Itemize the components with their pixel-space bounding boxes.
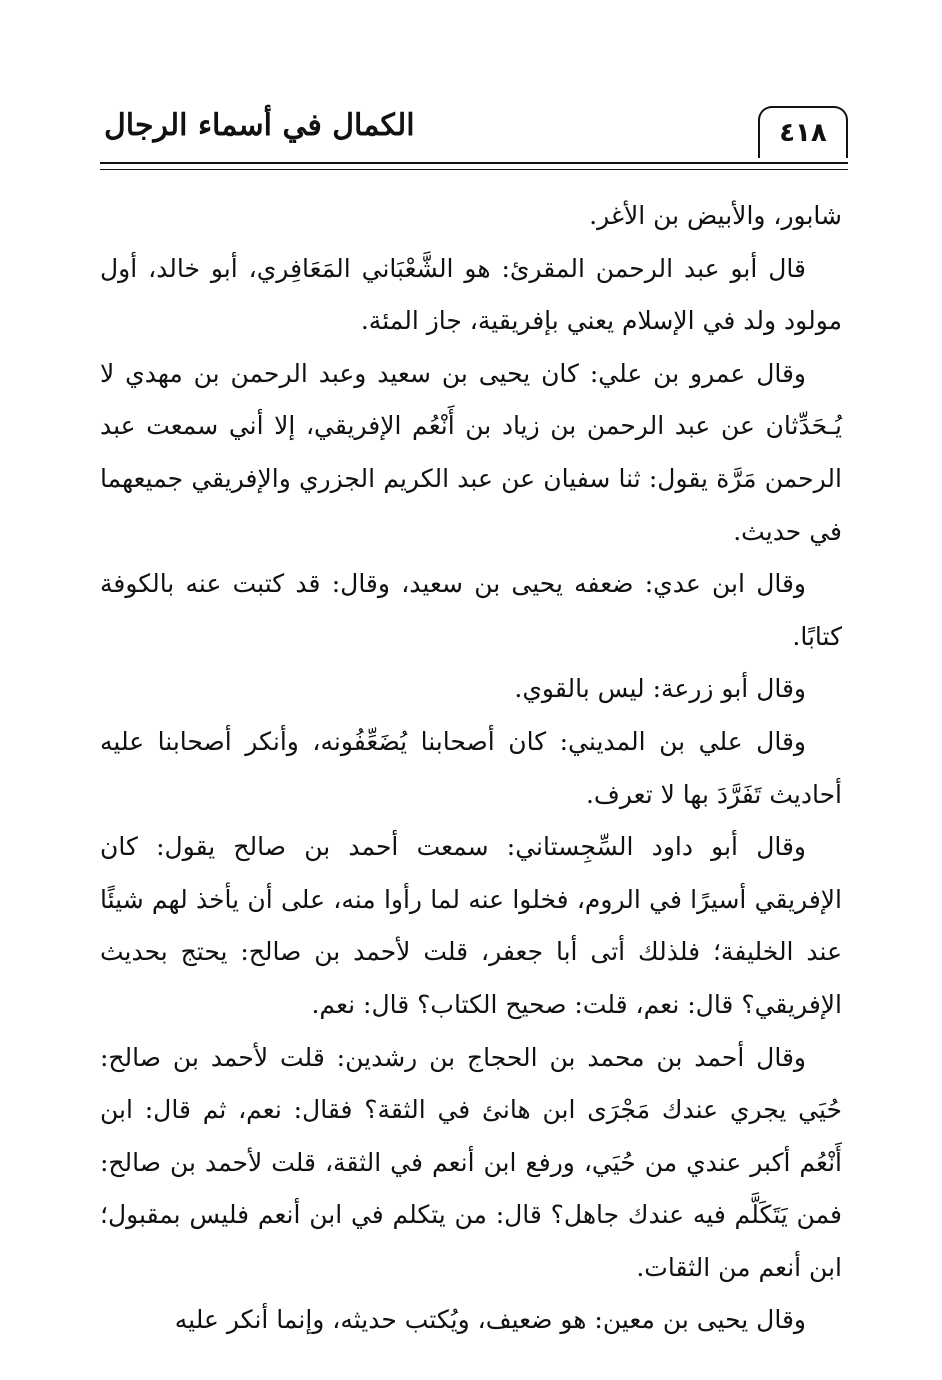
paragraph: وقال يحيى بن معين: هو ضعيف، ويُكتب حديثه، وإنما أنكر عليه: [174, 1305, 806, 1335]
page-number-box: [758, 106, 848, 158]
paragraph: قال أبو عبد الرحمن المقرئ: هو الشَّعْبَاني المَعَافِري، أبو خالد، أول مولود ولد في الإسلام يعني بإفريقية، جاز المئة.: [100, 253, 842, 336]
header-rule-thin: [100, 169, 848, 170]
paragraph: شابور، والأبيض بن الأغر.: [589, 201, 842, 230]
paragraph: وقال أبو زرعة: ليس بالقوي.: [514, 674, 806, 704]
book-title: الكمال في أسماء الرجال: [104, 108, 415, 143]
paragraph: وقال ابن عدي: ضعفه يحيى بن سعيد، وقال: قد كتبت عنه بالكوفة كتابًا.: [100, 569, 842, 651]
page-number: ٤١٨: [779, 118, 827, 148]
paragraph: وقال علي بن المديني: كان أصحابنا يُضَعِّفُونه، وأنكر أصحابنا عليه أحاديث تَفَرَّدَ بها لا تعرف.: [100, 726, 842, 809]
running-header: [100, 100, 848, 164]
body-text: [100, 190, 842, 1347]
paragraph: وقال عمرو بن علي: كان يحيى بن سعيد وعبد الرحمن بن مهدي لا يُـحَدِّثان عن عبد الرحمن بن زياد بن أَنْعُم الإفريقي، إلا أني سمعت عبد الرحمن مَرَّة يقول: ثنا سفيان عن عبد الكريم الجزري والإفريقي جميعهما في حديث.: [100, 358, 842, 546]
paragraph: وقال أحمد بن محمد بن الحجاج بن رشدين: قلت لأحمد بن صالح: حُيَي يجري عندك مَجْرَى ابن هانئ في الثقة؟ فقال: نعم، ثم قال: ابن أَنْعُم أكبر عندي من حُيَي، ورفع ابن أنعم في الثقة، قلت لأحمد بن صالح: فمن يَتَكَلَّم فيه عندك جاهل؟ قال: من يتكلم في ابن أنعم فليس بمقبول؛ ابن أنعم من الثقات.: [100, 1042, 842, 1282]
header-rule: [100, 162, 848, 164]
paragraph: وقال أبو داود السِّجِستاني: سمعت أحمد بن صالح يقول: كان الإفريقي أسيرًا في الروم، فخلوا عنه لما رأوا منه، على أن يأخذ لهم شيئًا عند الخليفة؛ فلذلك أتى أبا جعفر، قلت لأحمد بن صالح: يحتج بحديث الإفريقي؟ قال: نعم، قلت: صحيح الكتاب؟ قال: نعم.: [100, 832, 842, 1019]
